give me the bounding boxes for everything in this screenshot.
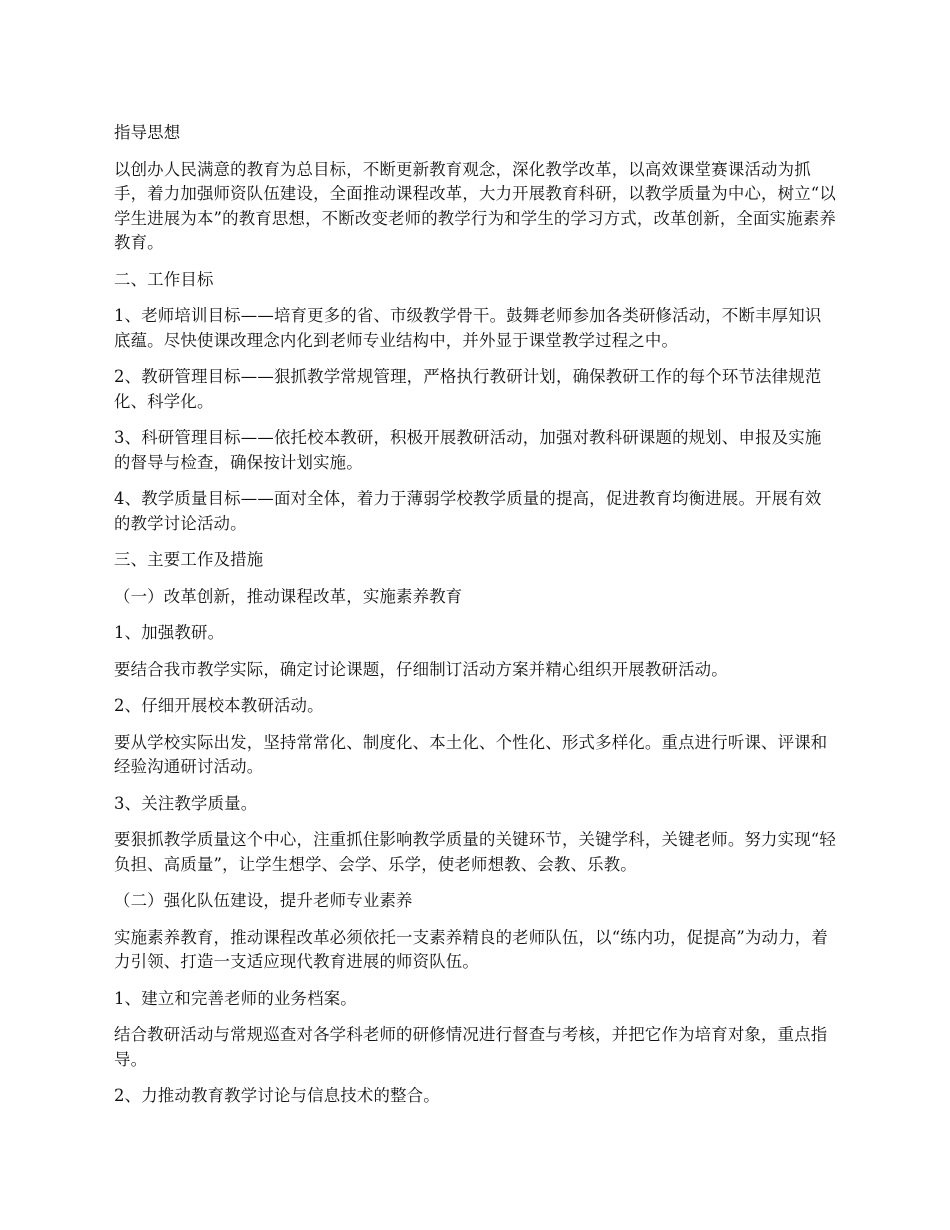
item-body-3: 要狠抓教学质量这个中心，注重抓住影响教学质量的关键环节，关键学科，关键老师。努力实现“轻负担、高质量”，让学生想学、会学、乐学，使老师想教、会教、乐教。: [114, 830, 836, 874]
paragraph-guiding-ideology: 以创办人民满意的教育为总目标，不断更新教育观念，深化教学改革，以高效课堂赛课活动为抓手，着力加强师资队伍建设，全面推动课程改革，大力开展教育科研，以教学质量为中心，树立“以学生进展为本”的教育思想，不断改变老师的教学行为和学生的学习方式，改革创新，全面实施素养教育。: [114, 159, 836, 252]
section-heading-work-goals: 二、工作目标: [114, 269, 214, 289]
item-body-2: 要从学校实际出发，坚持常常化、制度化、本土化、个性化、形式多样化。重点进行听课、评课和经验沟通研讨活动。: [114, 732, 828, 776]
section-heading-main-work: 三、主要工作及措施: [114, 550, 264, 569]
subsection-heading-2: （二）强化队伍建设，提升老师专业素养: [114, 891, 413, 910]
document-body: [114, 121, 836, 1121]
goal-item-4: 4、教学质量目标——面对全体，着力于薄弱学校教学质量的提高，促进教育均衡进展。开展有效的教学讨论活动。: [114, 489, 822, 533]
item-heading-1: 1、加强教研。: [114, 623, 225, 642]
item-heading-4: 1、建立和完善老师的业务档案。: [114, 988, 357, 1008]
item-body-4: 结合教研活动与常规巡查对各学科老师的研修情况进行督查与考核，并把它作为培育对象，重点指导。: [114, 1025, 828, 1069]
goal-item-1: 1、老师培训目标——培育更多的省、市级教学骨干。鼓舞老师参加各类研修活动，不断丰厚知识底蕴。尽快使课改理念内化到老师专业结构中，并外显于课堂教学过程之中。: [114, 306, 822, 350]
item-heading-5: 2、力推动教育教学讨论与信息技术的整合。: [114, 1086, 440, 1105]
goal-item-2: 2、教研管理目标——狠抓教学常规管理，严格执行教研计划，确保教研工作的每个环节法律规范化、科学化。: [114, 367, 822, 411]
subsection-body-2: 实施素养教育，推动课程改革必须依托一支素养精良的老师队伍，以“练内功，促提高”为动力，着力引领、打造一支适应现代教育进展的师资队伍。: [114, 927, 828, 971]
goal-item-3: 3、科研管理目标——依托校本教研，积极开展教研活动，加强对教科研课题的规划、申报及实施的督导与检查，确保按计划实施。: [114, 428, 822, 472]
item-body-1: 要结合我市教学实际，确定讨论课题，仔细制订活动方案并精心组织开展教研活动。: [114, 659, 728, 679]
section-heading-guiding-ideology: 指导思想: [114, 123, 181, 142]
subsection-heading-1: （一）改革创新，推动课程改革，实施素养教育: [114, 586, 463, 606]
item-heading-3: 3、关注教学质量。: [114, 793, 258, 813]
item-heading-2: 2、仔细开展校本教研活动。: [114, 696, 324, 715]
